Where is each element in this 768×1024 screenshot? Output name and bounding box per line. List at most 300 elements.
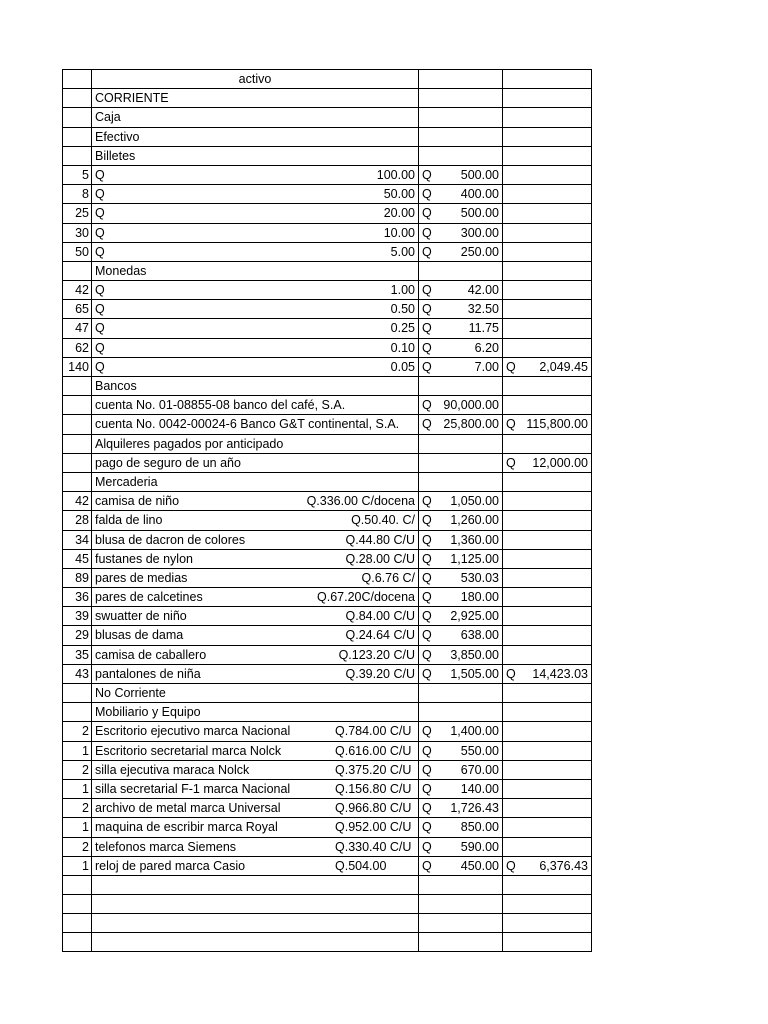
row-description: Mercaderia [95,474,158,489]
row-description: blusas de dama [95,628,184,643]
table-row [62,549,592,568]
cell-qty [62,69,91,88]
cell-qty [62,702,91,721]
unit-currency: Q [95,302,105,317]
cell-qty: 36 [62,587,91,606]
cell-qty: 2 [62,837,91,856]
cell-desc [91,107,418,126]
cell-amount [418,549,502,568]
cell-desc [91,856,418,875]
header-row [62,69,592,88]
table-row [62,625,592,644]
cell-qty: 39 [62,606,91,625]
table-row [62,338,592,357]
cell-desc [91,165,418,184]
cell-qty [62,414,91,433]
table-row [62,779,592,798]
cell-desc [91,721,418,740]
amount-currency: Q [422,801,432,816]
cell-desc [91,69,418,88]
unit-currency: Q [95,321,105,336]
amount-value: 590.00 [460,839,499,854]
amount-value: 1,260.00 [450,513,499,528]
cell-desc [91,434,418,453]
cell-desc [91,338,418,357]
unit-price: Q.39.20 C/U [345,666,415,681]
cell-desc [91,453,418,472]
cell-qty: 42 [62,491,91,510]
cell-total [502,760,592,779]
cell-amount [418,625,502,644]
cell-desc [91,127,418,146]
cell-desc [91,242,418,261]
table-row [62,357,592,376]
cell-amount [418,510,502,529]
table-row [62,837,592,856]
row-description: camisa de caballero [95,647,207,662]
sheet-title: activo [238,72,272,86]
cell-amount [418,414,502,433]
cell-desc [91,395,418,414]
cell-desc [91,913,418,932]
cell-amount [418,203,502,222]
amount-value: 140.00 [460,781,499,796]
cell-amount [418,779,502,798]
unit-price: Q.336.00 C/docena [306,494,415,509]
cell-qty: 62 [62,338,91,357]
cell-desc [91,817,418,836]
cell-amount [418,88,502,107]
unit-price: Q.375.20 C/U [335,762,412,777]
cell-amount [418,491,502,510]
cell-amount [418,338,502,357]
cell-total [502,165,592,184]
cell-total [502,702,592,721]
amount-currency: Q [422,647,432,662]
amount-currency: Q [422,609,432,624]
amount-currency: Q [422,398,432,413]
cell-qty: 2 [62,721,91,740]
row-description: cuenta No. 01-08855-08 banco del café, S.A. [95,398,346,413]
cell-amount [418,702,502,721]
amount-value: 1,125.00 [450,551,499,566]
unit-currency: Q [95,187,105,202]
cell-amount [418,146,502,165]
cell-total [502,146,592,165]
table-row [62,453,592,472]
amount-currency: Q [422,417,432,432]
cell-desc [91,606,418,625]
amount-value: 180.00 [460,590,499,605]
row-description: No Corriente [95,686,166,700]
table-row [62,165,592,184]
amount-currency: Q [422,820,432,835]
cell-total [502,127,592,146]
cell-total [502,453,592,472]
cell-amount [418,127,502,146]
cell-amount [418,645,502,664]
cell-total [502,280,592,299]
amount-currency: Q [422,167,432,182]
row-description: blusa de dacron de colores [95,532,246,547]
amount-currency: Q [422,590,432,605]
cell-desc [91,414,418,433]
cell-total [502,472,592,491]
amount-value: 7.00 [474,359,499,374]
cell-qty: 65 [62,299,91,318]
cell-desc [91,530,418,549]
cell-total [502,741,592,760]
unit-currency: Q [95,167,105,182]
amount-currency: Q [422,321,432,336]
amount-currency: Q [422,187,432,202]
cell-qty: 2 [62,798,91,817]
cell-qty: 42 [62,280,91,299]
amount-value: 1,726.43 [450,801,499,816]
cell-desc [91,779,418,798]
unit-value: 10.00 [383,225,415,240]
unit-value: 5.00 [390,244,415,259]
cell-amount [418,568,502,587]
total-currency: Q [506,455,516,470]
cell-qty: 30 [62,223,91,242]
table-row [62,434,592,453]
cell-total [502,817,592,836]
row-description: Escritorio secretarial marca Nolck [95,743,282,758]
cell-desc [91,875,418,894]
cell-total [502,606,592,625]
amount-currency: Q [422,225,432,240]
unit-price: Q.28.00 C/U [345,551,415,566]
amount-currency: Q [422,359,432,374]
cell-desc [91,261,418,280]
cell-qty [62,875,91,894]
amount-value: 400.00 [460,187,499,202]
unit-value: 1.00 [390,283,415,298]
cell-amount [418,280,502,299]
unit-value: 0.50 [390,302,415,317]
row-description: camisa de niño [95,494,180,509]
cell-desc [91,587,418,606]
cell-amount [418,932,502,951]
unit-currency: Q [95,340,105,355]
row-description: fustanes de nylon [95,551,193,566]
row-description: pantalones de niña [95,666,201,681]
total-currency: Q [506,858,516,873]
table-row [62,568,592,587]
cell-qty [62,107,91,126]
cell-qty [62,395,91,414]
cell-amount [418,107,502,126]
cell-amount [418,683,502,702]
amount-currency: Q [422,570,432,585]
cell-desc [91,683,418,702]
cell-total [502,414,592,433]
cell-total [502,338,592,357]
row-description: swuatter de niño [95,609,187,624]
row-description: Alquileres pagados por anticipado [95,436,284,451]
table-row [62,798,592,817]
cell-amount [418,434,502,453]
cell-total [502,683,592,702]
total-value: 2,049.45 [539,359,588,374]
cell-qty: 28 [62,510,91,529]
cell-qty: 1 [62,856,91,875]
amount-value: 250.00 [460,244,499,259]
total-value: 12,000.00 [532,455,588,470]
cell-qty: 2 [62,760,91,779]
cell-total [502,510,592,529]
cell-amount [418,242,502,261]
cell-desc [91,88,418,107]
total-currency: Q [506,417,516,432]
cell-amount [418,741,502,760]
cell-qty: 8 [62,184,91,203]
cell-amount [418,721,502,740]
cell-amount [418,817,502,836]
table-row [62,414,592,433]
amount-currency: Q [422,206,432,221]
cell-desc [91,203,418,222]
cell-qty: 89 [62,568,91,587]
table-row [62,318,592,337]
cell-amount [418,299,502,318]
cell-amount [418,395,502,414]
cell-amount [418,587,502,606]
table-row [62,184,592,203]
unit-currency: Q [95,244,105,259]
cell-total [502,434,592,453]
amount-value: 3,850.00 [450,647,499,662]
amount-value: 1,360.00 [450,532,499,547]
cell-total [502,875,592,894]
cell-qty [62,683,91,702]
spreadsheet-table [62,69,592,952]
row-description: Caja [95,110,121,125]
cell-amount [418,837,502,856]
cell-desc [91,376,418,395]
amount-value: 500.00 [460,167,499,182]
table-row [62,741,592,760]
table-row [62,510,592,529]
cell-amount [418,530,502,549]
cell-total [502,242,592,261]
amount-currency: Q [422,302,432,317]
cell-total [502,88,592,107]
amount-currency: Q [422,781,432,796]
amount-value: 1,400.00 [450,724,499,739]
row-description: pago de seguro de un año [95,455,241,470]
amount-currency: Q [422,724,432,739]
amount-value: 6.20 [474,340,499,355]
cell-desc [91,645,418,664]
cell-total [502,530,592,549]
amount-value: 300.00 [460,225,499,240]
table-row [62,913,592,932]
cell-qty: 34 [62,530,91,549]
cell-qty: 35 [62,645,91,664]
unit-price: Q.966.80 C/U [335,801,412,816]
amount-currency: Q [422,494,432,509]
table-row [62,702,592,721]
total-value: 6,376.43 [539,858,588,873]
cell-total [502,664,592,683]
cell-desc [91,894,418,913]
table-row [62,223,592,242]
amount-currency: Q [422,858,432,873]
row-description: maquina de escribir marca Royal [95,820,278,835]
table-row [62,127,592,146]
cell-amount [418,69,502,88]
cell-desc [91,491,418,510]
amount-value: 670.00 [460,762,499,777]
amount-value: 2,925.00 [450,609,499,624]
total-value: 14,423.03 [532,666,588,681]
cell-total [502,223,592,242]
cell-total [502,625,592,644]
table-body [62,88,592,951]
cell-total [502,721,592,740]
cell-qty [62,127,91,146]
cell-total [502,203,592,222]
unit-price: Q.504.00 [335,858,387,873]
cell-qty [62,146,91,165]
table-row [62,376,592,395]
amount-currency: Q [422,743,432,758]
table-row [62,146,592,165]
cell-amount [418,894,502,913]
cell-desc [91,357,418,376]
cell-qty: 5 [62,165,91,184]
cell-qty [62,261,91,280]
table-row [62,299,592,318]
table-row [62,203,592,222]
cell-desc [91,318,418,337]
table-row [62,894,592,913]
cell-amount [418,913,502,932]
cell-qty [62,472,91,491]
amount-value: 11.75 [468,321,499,336]
cell-total [502,932,592,951]
cell-qty: 1 [62,741,91,760]
cell-amount [418,223,502,242]
table-row [62,932,592,951]
cell-total [502,568,592,587]
amount-value: 550.00 [460,743,499,758]
unit-price: Q.44.80 C/U [345,532,415,547]
cell-amount [418,875,502,894]
amount-currency: Q [422,513,432,528]
cell-qty [62,894,91,913]
cell-desc [91,472,418,491]
amount-value: 42.00 [467,283,499,298]
cell-desc [91,299,418,318]
amount-currency: Q [422,283,432,298]
cell-amount [418,165,502,184]
cell-qty [62,434,91,453]
cell-desc [91,184,418,203]
amount-value: 530.03 [460,570,499,585]
amount-currency: Q [422,551,432,566]
table-row [62,472,592,491]
table-row [62,645,592,664]
cell-amount [418,318,502,337]
amount-value: 450.00 [460,858,499,873]
unit-currency: Q [95,206,105,221]
unit-value: 20.00 [383,206,415,221]
unit-price: Q.84.00 C/U [345,609,415,624]
amount-currency: Q [422,762,432,777]
cell-desc [91,510,418,529]
cell-total [502,184,592,203]
cell-amount [418,376,502,395]
cell-qty [62,913,91,932]
cell-qty: 1 [62,817,91,836]
row-description: falda de lino [95,513,163,528]
total-currency: Q [506,666,516,681]
table-row [62,817,592,836]
amount-value: 500.00 [460,206,499,221]
cell-total [502,913,592,932]
amount-value: 850.00 [460,820,499,835]
cell-total [502,587,592,606]
amount-currency: Q [422,244,432,259]
cell-qty: 140 [62,357,91,376]
row-description: Escritorio ejecutivo marca Nacional [95,724,291,739]
cell-desc [91,702,418,721]
cell-amount [418,856,502,875]
total-value: 115,800.00 [526,417,588,432]
table-row [62,242,592,261]
amount-currency: Q [422,839,432,854]
cell-total [502,261,592,280]
cell-total [502,299,592,318]
cell-total [502,894,592,913]
cell-qty [62,932,91,951]
amount-currency: Q [422,628,432,643]
row-description: Bancos [95,379,137,393]
unit-price: Q.50.40. C/ [351,513,415,528]
cell-qty: 25 [62,203,91,222]
unit-value: 50.00 [383,187,415,202]
table-row [62,491,592,510]
cell-desc [91,837,418,856]
cell-desc [91,664,418,683]
table-row [62,760,592,779]
row-description: pares de calcetines [95,590,203,605]
unit-currency: Q [95,283,105,298]
cell-desc [91,932,418,951]
row-description: cuenta No. 0042-00024-6 Banco G&T continental, S.A. [95,417,400,432]
amount-value: 1,505.00 [450,666,499,681]
cell-qty: 1 [62,779,91,798]
cell-desc [91,549,418,568]
cell-desc [91,146,418,165]
unit-value: 0.10 [390,340,415,355]
amount-currency: Q [422,666,432,681]
amount-value: 32.50 [467,302,499,317]
cell-qty [62,88,91,107]
unit-price: Q.123.20 C/U [338,647,415,662]
cell-total [502,779,592,798]
table-row [62,88,592,107]
amount-currency: Q [422,340,432,355]
cell-qty: 45 [62,549,91,568]
unit-value: 100.00 [376,167,415,182]
cell-desc [91,280,418,299]
unit-price: Q.784.00 C/U [335,724,412,739]
table-row [62,587,592,606]
